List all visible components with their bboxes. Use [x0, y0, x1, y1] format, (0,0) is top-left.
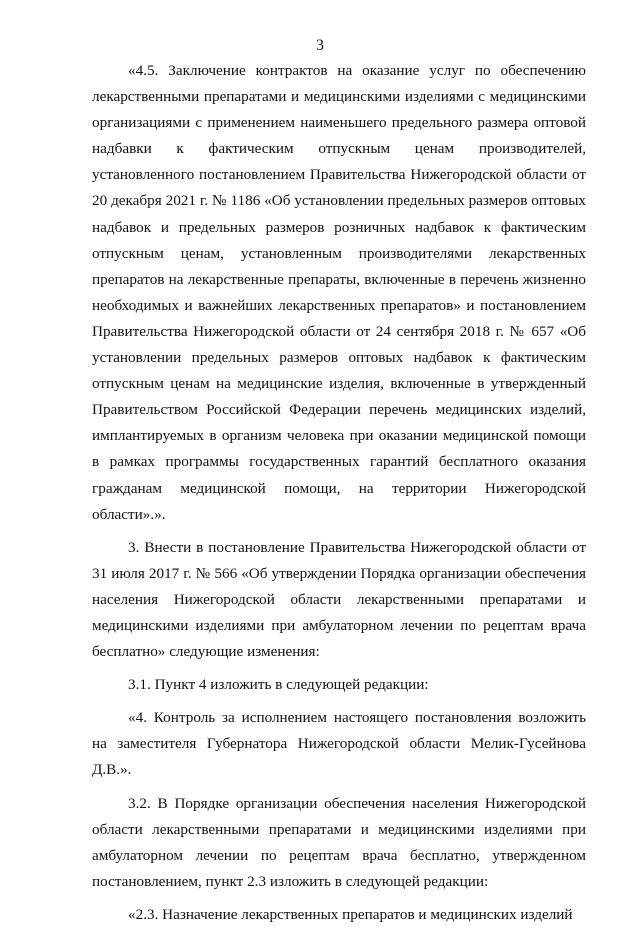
paragraph-2-3: «2.3. Назначение лекарственных препаратов и медицинских изделий — [128, 905, 573, 923]
paragraph-4-control: «4. Контроль за исполнением настоящего постановления возложить на заместителя Губернатора Нижегородской области Мелик-Гусейнова Д.В.». — [92, 709, 586, 779]
document-body — [92, 58, 586, 928]
paragraph-3-2: 3.2. В Порядке организации обеспечения населения Нижегородской области лекарственными препаратами и медицинскими изделиями при амбулаторном лечении по рецептам врача бесплатно, утвержденном постановлением, пункт 2.3 изложить в следующей редакции: — [92, 794, 586, 890]
paragraph-4-5: «4.5. Заключение контрактов на оказание услуг по обеспечению лекарственными препаратами и медицинскими изделиями с медицинскими организациями с применением наименьшего предельного размера оптовой надбавки к фактическим отпускным ценам производителей, установленного постановлением Правительства Нижегородской области от 20 декабря 2021 г. № 1186 «Об установлении предельных размеров оптовых надбавок и предельных размеров розничных надбавок к фактическим отпускным ценам, установленным производителями лекарственных препаратов на лекарственные препараты, включенные в перечень жизненно необходимых и важнейших лекарственных препаратов» и постановлением Правительства Нижегородской области от 24 сентября 2018 г. № 657 «Об установлении предельных размеров оптовых надбавок к фактическим отпускным ценам на медицинские изделия, включенные в утвержденный Правительством Российской Федерации перечень медицинских изделий, имплантируемых в организм человека при оказании медицинской помощи в рамках программы государственных гарантий бесплатного оказания гражданам медицинской помощи, на территории Нижегородской области».». — [92, 62, 586, 523]
page-number: 3 — [316, 37, 324, 54]
paragraph-3: 3. Внести в постановление Правительства Нижегородской области от 31 июля 2017 г. № 566 «Об утверждении Порядка организации обеспечения населения Нижегородской области лекарственными препаратами и медицинскими изделиями при амбулаторном лечении по рецептам врача бесплатно» следующие изменения: — [92, 538, 586, 661]
paragraph-3-1: 3.1. Пункт 4 изложить в следующей редакции: — [128, 676, 429, 694]
